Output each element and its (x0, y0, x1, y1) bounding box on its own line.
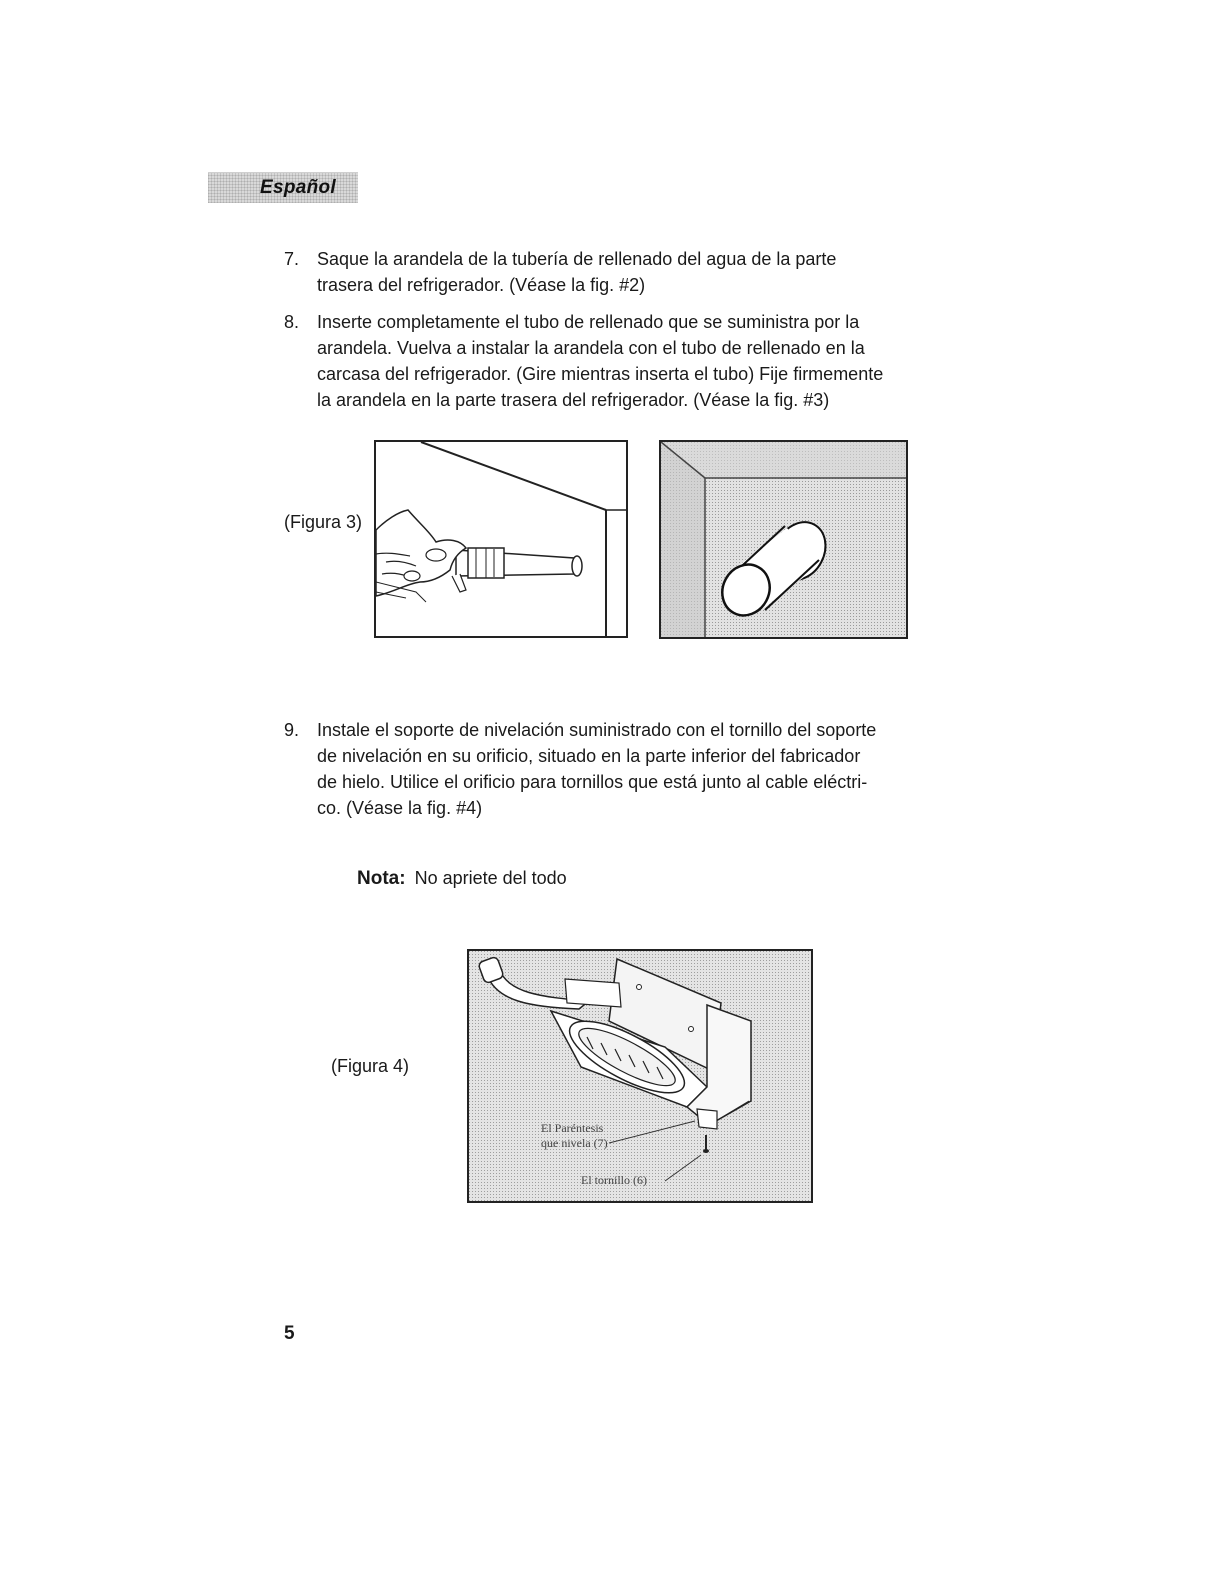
step-line: carcasa del refrigerador. (Gire mientras inserta el tubo) Fije firmemente (317, 364, 884, 384)
step-line: Inserte completamente el tubo de rellenado que se suministra por la (317, 312, 860, 332)
note-label: Nota: (357, 868, 406, 889)
step-line: Saque la arandela de la tubería de rellenado del agua de la parte (317, 249, 837, 269)
page-number: 5 (284, 1323, 295, 1344)
figure-4-bracket-label-line1: El Paréntesis (541, 1121, 604, 1135)
step-line: de nivelación en su orificio, situado en la parte inferior del fabricador (317, 746, 861, 766)
language-badge (208, 172, 358, 203)
figure-4-bracket-label-line2: que nivela (7) (541, 1136, 608, 1150)
step-text (317, 246, 937, 298)
step-line: co. (Véase la fig. #4) (317, 798, 483, 818)
step-text (317, 717, 937, 821)
figure-4-icemaker-illustration (467, 949, 813, 1203)
step-number: 7. (284, 249, 300, 269)
step-text (317, 309, 937, 413)
step-number: 8. (284, 312, 300, 332)
figure-4-caption: (Figura 4) (331, 1056, 410, 1076)
note-text: No apriete del todo (414, 868, 567, 888)
figure-3-hand-illustration (374, 440, 628, 638)
figure-4-screw-label: El tornillo (6) (581, 1173, 647, 1187)
step-line: la arandela en la parte trasera del refrigerador. (Véase la fig. #3) (317, 390, 830, 410)
note (357, 868, 567, 890)
step-line: Instale el soporte de nivelación suministrado con el tornillo del soporte (317, 720, 877, 740)
language-label: Español (260, 177, 337, 198)
figure-3-caption: (Figura 3) (284, 512, 363, 532)
step-line: de hielo. Utilice el orificio para tornillos que está junto al cable eléctri- (317, 772, 868, 792)
step-line: arandela. Vuelva a instalar la arandela con el tubo de rellenado en la (317, 338, 865, 358)
figure-3-tube-illustration (659, 440, 908, 639)
step-line: trasera del refrigerador. (Véase la fig. #2) (317, 275, 646, 295)
step-number: 9. (284, 720, 300, 740)
